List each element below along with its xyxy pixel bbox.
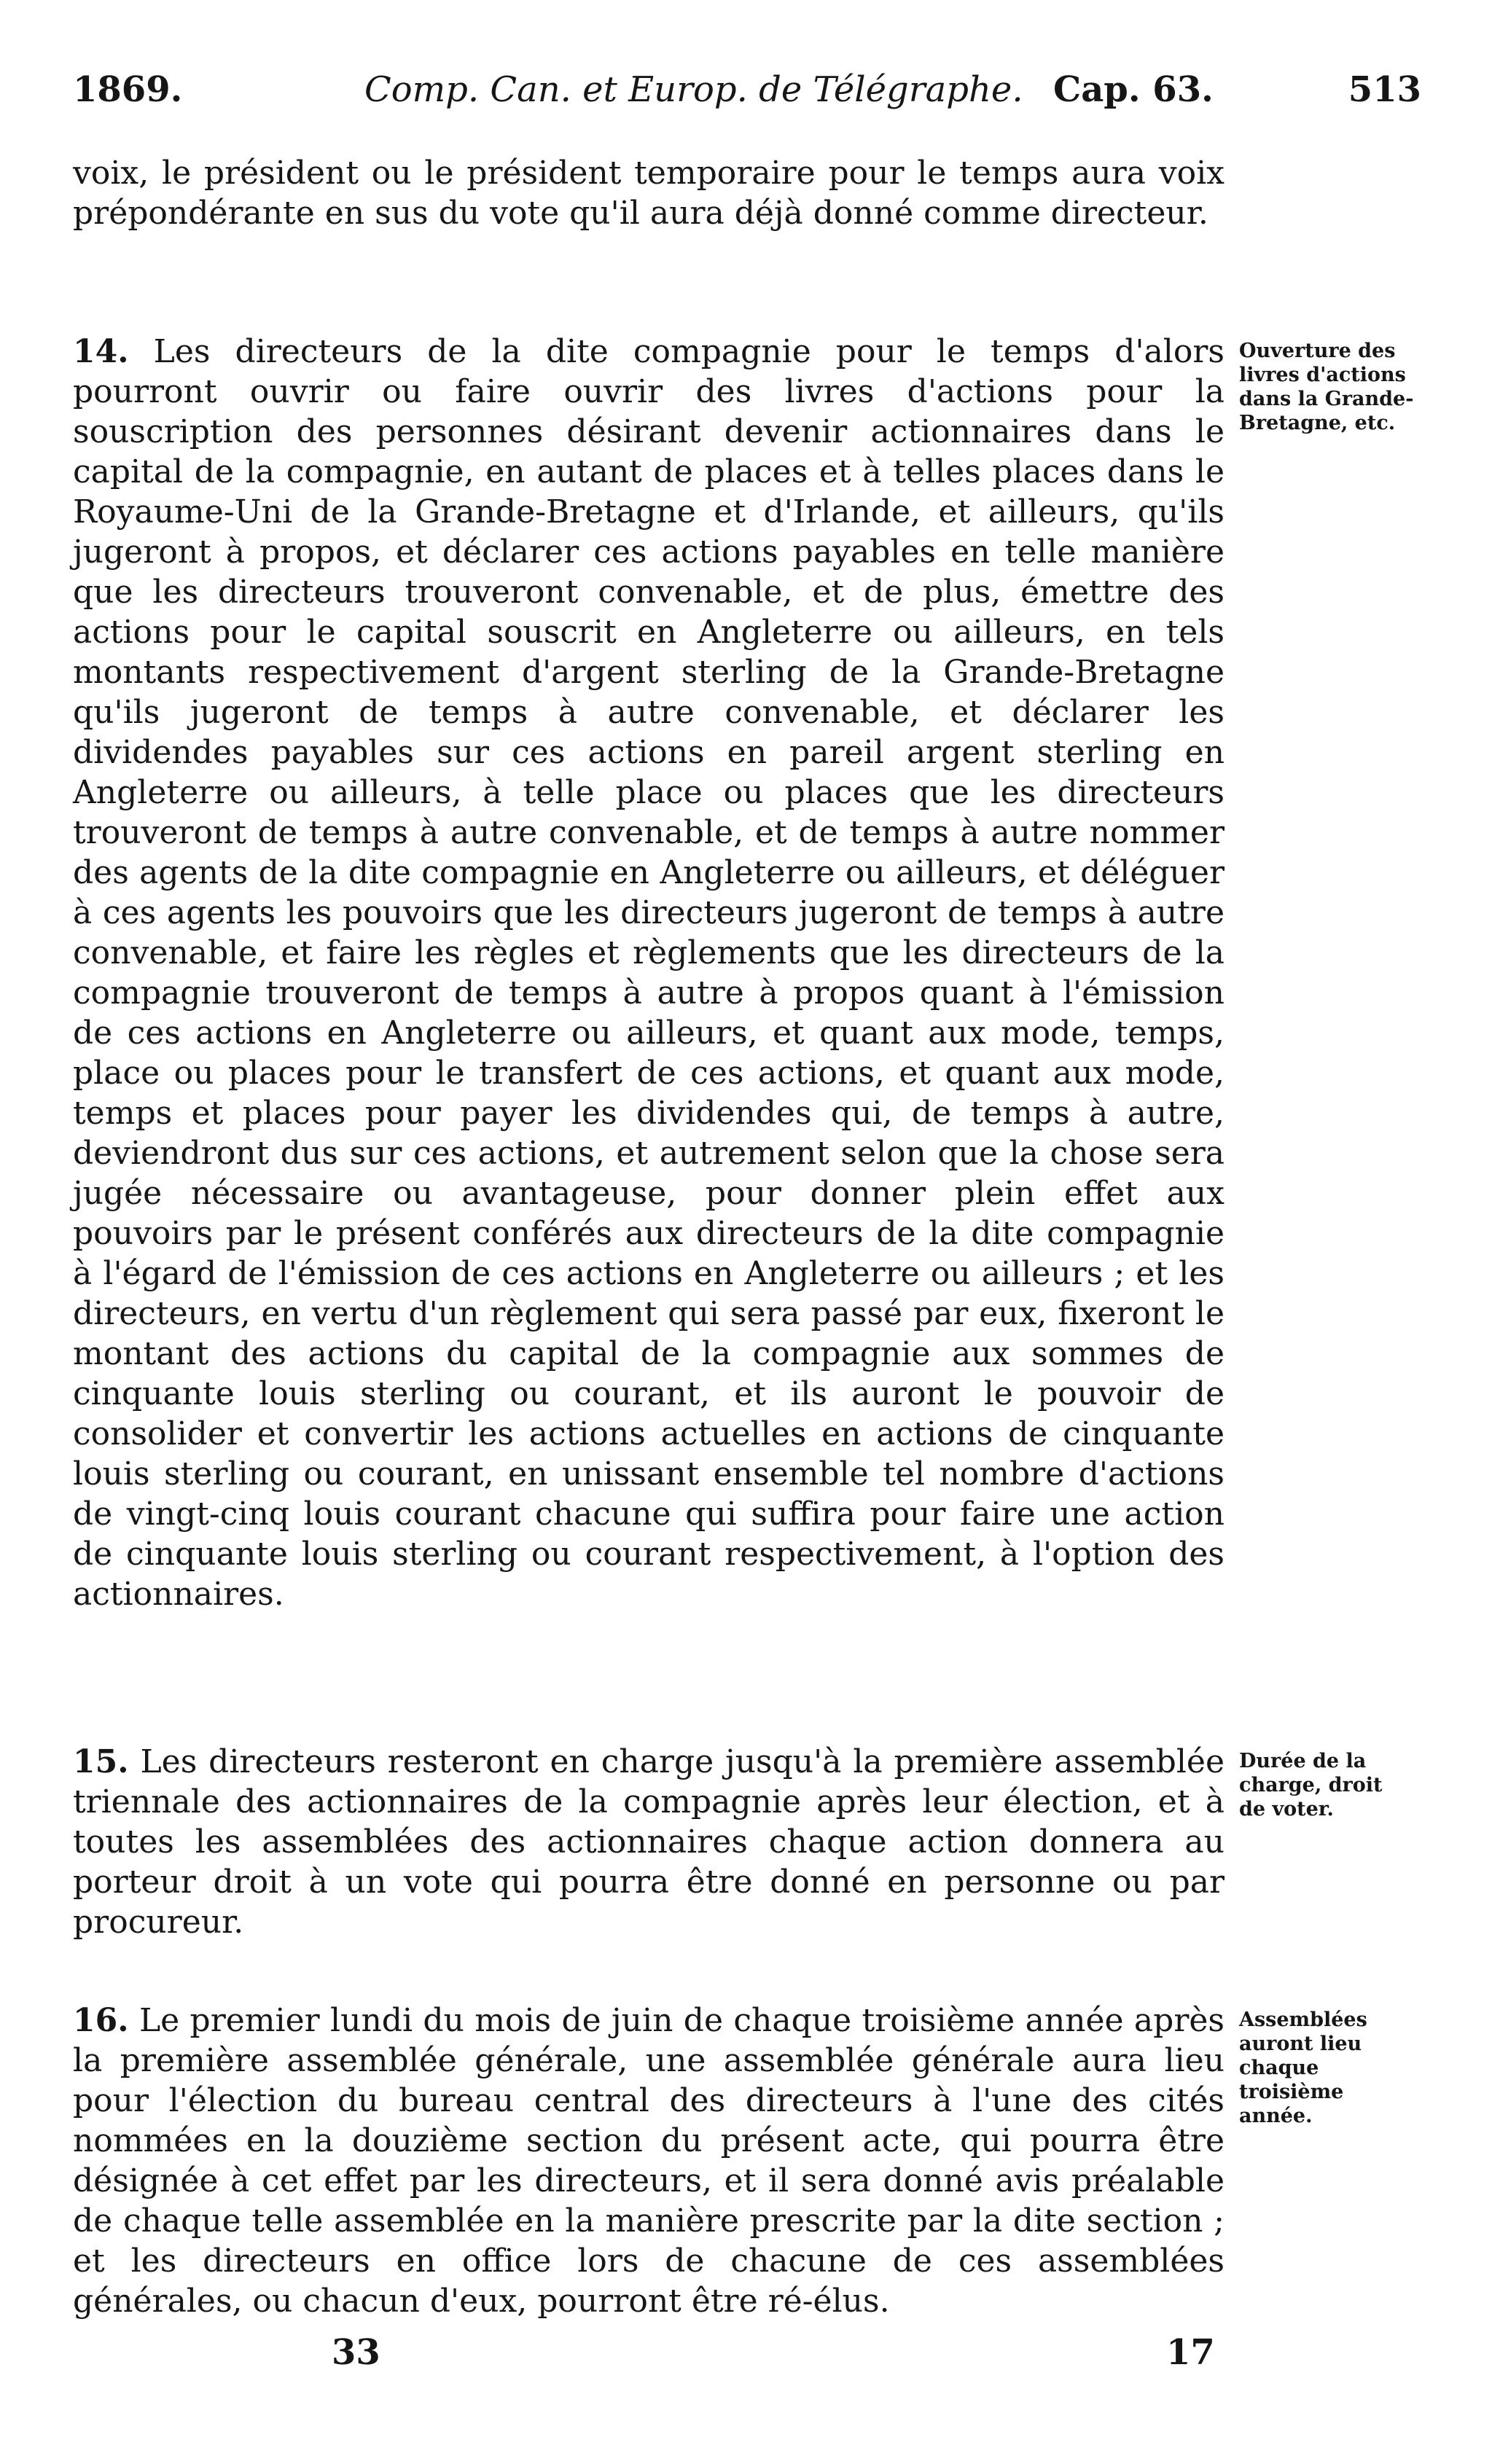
section-15 bbox=[73, 1742, 1225, 1942]
section-16-text: Le premier lundi du mois de juin de chaque troisième année après la première assemblée générale, une assemblée générale aura lieu pour l'élection du bureau central des directeurs à l'une des cités nommées en la douzième section du présent acte, qui pourra être désignée à cet effet par les directeurs, et il sera donné avis préalable de chaque telle assemblée en la manière prescrite par la dite section ; et les directeurs en office lors de chacune de ces assemblées générales, ou chacun d'eux, pourront être ré-élus. bbox=[73, 2002, 1225, 2320]
section-15-paragraph bbox=[73, 1742, 1225, 1942]
section-16-number: 16. bbox=[73, 2002, 129, 2039]
section-16 bbox=[73, 2000, 1225, 2321]
section-14-paragraph bbox=[73, 332, 1225, 1614]
footer-sheet-number: 17 bbox=[1166, 2332, 1215, 2373]
section-14-number: 14. bbox=[73, 333, 129, 370]
continuation-text: voix, le président ou le président temporaire pour le temps aura voix prépondérante en sus du vote qu'il aura déjà donné comme directeur. bbox=[73, 155, 1225, 232]
section-14 bbox=[73, 332, 1225, 1614]
running-header bbox=[73, 69, 1421, 128]
header-chapter: Cap. 63. bbox=[1053, 69, 1214, 110]
margin-note-14: Ouverture des livres d'actions dans la Grande-Bretagne, etc. bbox=[1239, 340, 1414, 434]
margin-note-16: Assemblées auront lieu chaque troisième année. bbox=[1239, 2009, 1367, 2127]
section-14-text: Les directeurs de la dite compagnie pour le temps d'alors pourront ouvrir ou faire ouvrir des livres d'actions pour la souscription des personnes désirant devenir actionnaires dans le capital de la compagnie, en autant de places et à telles places dans le Royaume-Uni de la Grande-Bretagne et d'Irlande, et ailleurs, qu'ils jugeront à propos, et déclarer ces actions payables en telle manière que les directeurs trouveront convenable, et de plus, émettre des actions pour le capital souscrit en Angleterre ou ailleurs, en tels montants respectivement d'argent sterling de la Grande-Bretagne qu'ils jugeront de temps à autre convenable, et déclarer les dividendes payables sur ces actions en pareil argent sterling en Angleterre ou ailleurs, à telle place ou places que les directeurs trouveront de temps à autre convenable, et de temps à autre nommer des agents de la dite compagnie en Angleterre ou ailleurs, et déléguer à ces agents les pouvoirs que les directeurs jugeront de temps à autre convenable, et faire les règles et règlements que les directeurs de la compagnie trouveront de temps à autre à propos quant à l'émission de ces actions en Angleterre ou ailleurs, et quant aux mode, temps, place ou places pour le transfert de ces actions, et quant aux mode, temps et places pour payer les dividendes qui, de temps à autre, deviendront dus sur ces actions, et autrement selon que la chose sera jugée nécessaire ou avantageuse, pour donner plein effet aux pouvoirs par le présent conférés aux directeurs de la dite compagnie à l'égard de l'émission de ces actions en Angleterre ou ailleurs ; et les directeurs, en vertu d'un règlement qui sera passé par eux, fixeront le montant des actions du capital de la compagnie aux sommes de cinquante louis sterling ou courant, et ils auront le pouvoir de consolider et convertir les actions actuelles en actions de cinquante louis sterling ou courant, en unissant ensemble tel nombre d'actions de vingt-cinq louis courant chacune qui suffira pour faire une action de cinquante louis sterling ou courant respectivement, à l'option des actionnaires. bbox=[73, 333, 1225, 1613]
header-running-title: Comp. Can. et Europ. de Télégraphe. bbox=[364, 69, 1023, 110]
continuation-paragraph bbox=[73, 153, 1225, 233]
margin-note-15: Durée de la charge, droit de voter. bbox=[1239, 1750, 1383, 1820]
header-page-number: 513 bbox=[1348, 69, 1421, 110]
section-15-text: Les directeurs resteront en charge jusqu'à la première assemblée triennale des actionnaires de la compagnie après leur élection, et à toutes les assemblées des actionnaires chaque action donnera au porteur droit à un vote qui pourra être donné en personne ou par procureur. bbox=[73, 1743, 1225, 1941]
section-16-paragraph bbox=[73, 2000, 1225, 2321]
section-15-number: 15. bbox=[73, 1743, 129, 1780]
page-footer bbox=[0, 2332, 1492, 2390]
footer-signature: 33 bbox=[332, 2332, 380, 2373]
header-year: 1869. bbox=[73, 69, 183, 110]
